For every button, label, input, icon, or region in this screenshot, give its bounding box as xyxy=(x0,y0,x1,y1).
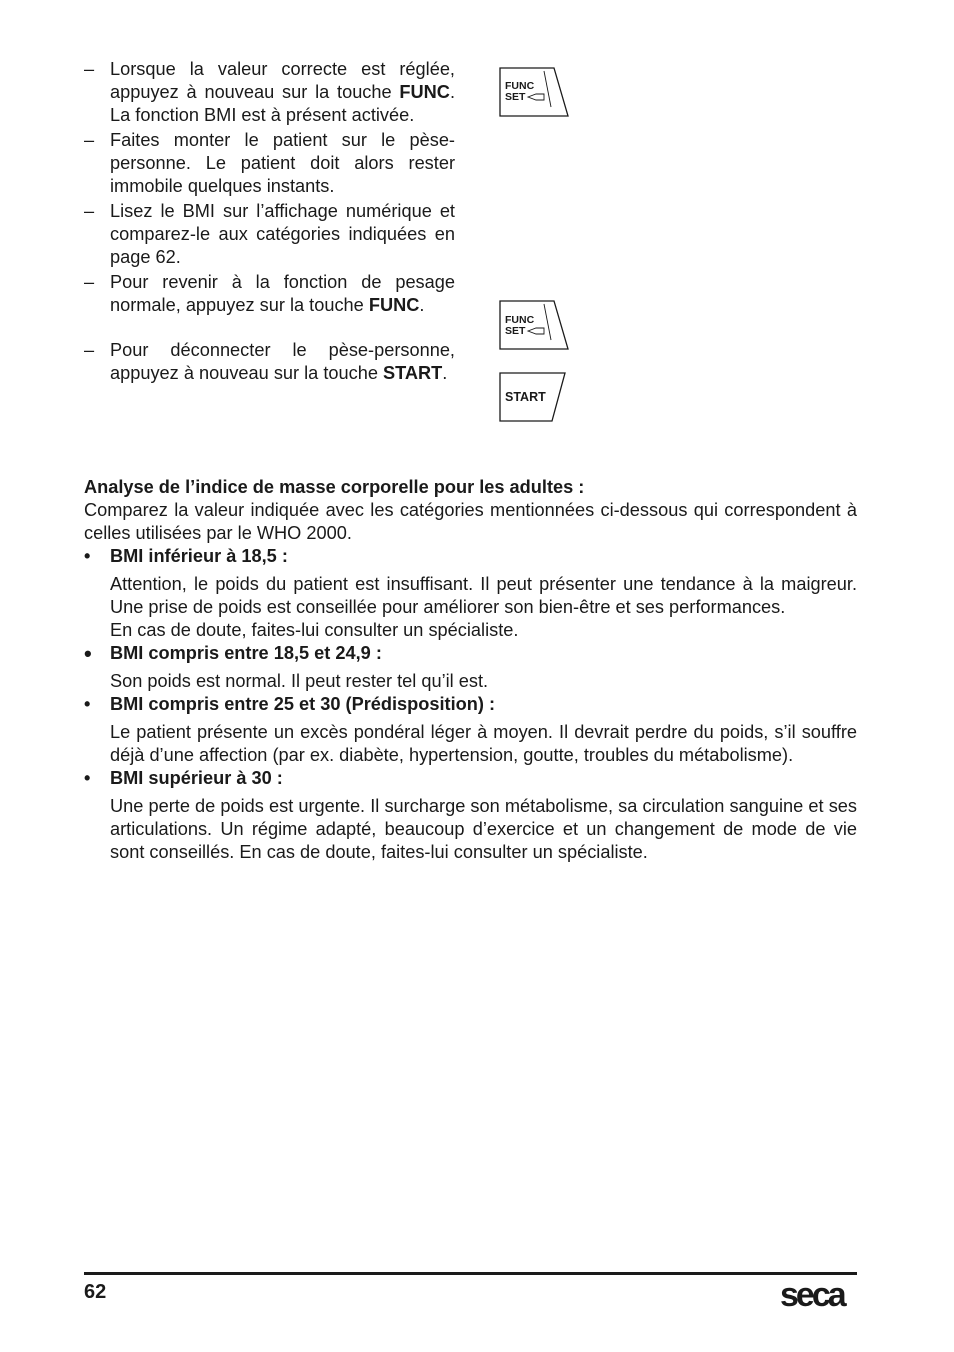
step-text: . La fonction BMI est à présent activée. xyxy=(110,82,455,125)
dash-marker: – xyxy=(84,340,95,360)
step-text: Faites monter le patient sur le pèse-personne. Le patient doit alors rester immobile quelques instants. xyxy=(110,130,455,196)
bmi-analysis-section xyxy=(84,476,857,864)
category-description: Son poids est normal. Il peut rester tel qu’il est. xyxy=(110,671,489,691)
bullet-marker: • xyxy=(84,694,91,714)
func-label: FUNC xyxy=(505,314,535,326)
category-title: BMI supérieur à 30 : xyxy=(110,768,283,788)
step-text: Lorsque la valeur correcte est réglée, appuyez à nouveau sur la touche xyxy=(110,59,455,102)
step-key-name: FUNC xyxy=(399,82,450,102)
logo-text: seca xyxy=(780,1278,844,1312)
bmi-category-underweight xyxy=(84,545,857,642)
step-4 xyxy=(84,271,455,317)
step-text: Pour revenir à la fonction de pesage normale, appuyez sur la touche xyxy=(110,272,455,315)
category-title: BMI compris entre 25 et 30 (Prédisposition) : xyxy=(110,694,496,714)
step-key-name: FUNC xyxy=(368,295,420,315)
footer-divider xyxy=(84,1272,857,1275)
seca-logo xyxy=(780,1278,860,1317)
func-set-key-illustration xyxy=(499,300,571,352)
start-label: START xyxy=(505,390,546,404)
dash-marker: – xyxy=(84,130,95,150)
step-1 xyxy=(84,58,455,127)
set-label: SET xyxy=(505,325,526,337)
section-heading: Analyse de l’indice de masse corporelle pour les adultes : xyxy=(84,477,585,497)
category-note: En cas de doute, faites-lui consulter un spécialiste. xyxy=(110,620,519,640)
category-title: BMI compris entre 18,5 et 24,9 : xyxy=(110,643,382,663)
arrow-left-icon xyxy=(528,328,544,334)
bullet-marker: • xyxy=(84,546,91,566)
category-description: Attention, le poids du patient est insuffisant. Il peut présenter une tendance à la maigreur. Une prise de poids est conseillée pour améliorer son bien-être et ses performances. xyxy=(110,574,857,617)
step-3 xyxy=(84,200,455,269)
dash-marker: – xyxy=(84,272,95,292)
bullet-marker: • xyxy=(84,768,91,788)
step-key-name: START xyxy=(383,363,443,383)
page-number: 62 xyxy=(84,1281,107,1303)
category-title: BMI inférieur à 18,5 : xyxy=(110,546,288,566)
step-text: Pour déconnecter le pèse-personne, appuyez à nouveau sur la touche xyxy=(110,340,455,383)
step-text: . xyxy=(419,295,425,315)
step-text: Lisez le BMI sur l’affichage numérique et comparez-le aux catégories indiquées en page 62. xyxy=(110,201,455,267)
section-intro: Comparez la valeur indiquée avec les catégories mentionnées ci-dessous qui correspondent à celles utilisées par le WHO 2000. xyxy=(84,500,857,543)
step-text: . xyxy=(442,363,448,383)
category-description: Une perte de poids est urgente. Il surcharge son métabolisme, sa circulation sanguine et ses articulations. Un régime adapté, beaucoup d’exercice et un changement de mode de vie sont conseillés. En cas de doute, faites-lui consulter un spécialiste. xyxy=(110,796,857,862)
func-label: FUNC xyxy=(505,80,535,92)
bmi-category-overweight xyxy=(84,693,857,767)
start-key-illustration xyxy=(499,372,571,424)
step-2 xyxy=(84,129,455,198)
category-description: Le patient présente un excès pondéral léger à moyen. Il devrait perdre du poids, s’il souffre déjà d’une affection (par ex. diabète, hypertension, goutte, troubles du métabolisme). xyxy=(110,722,857,765)
step-5 xyxy=(84,339,455,385)
set-label: SET xyxy=(505,91,526,103)
func-set-key-illustration xyxy=(499,67,571,119)
bmi-category-normal xyxy=(84,642,857,693)
bullet-marker: • xyxy=(84,641,92,666)
arrow-left-icon xyxy=(528,94,544,100)
dash-marker: – xyxy=(84,201,95,221)
instruction-steps xyxy=(84,58,455,387)
dash-marker: – xyxy=(84,59,95,79)
bmi-category-obese xyxy=(84,767,857,864)
